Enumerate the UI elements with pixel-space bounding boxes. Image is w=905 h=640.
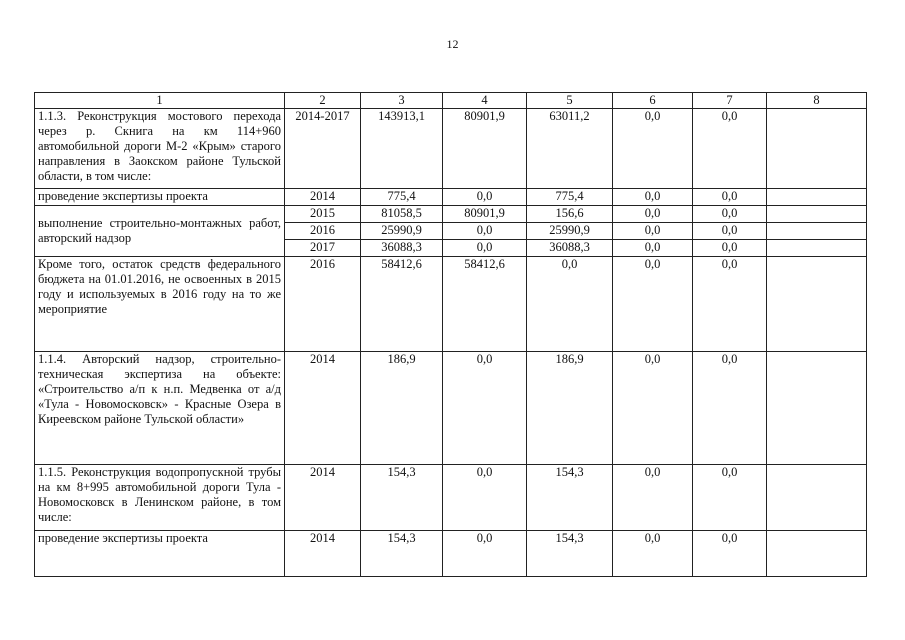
table-row [35, 352, 867, 465]
value-cell: 0,0 [693, 223, 767, 240]
value-cell: 0,0 [613, 189, 693, 206]
value-cell: 0,0 [613, 531, 693, 577]
row-label: 1.1.5. Реконструкция водопропускной трубы на км 8+995 автомобильной дороги Тула - Новомосковск в Ленинском районе, в том числе: [35, 465, 285, 531]
value-cell: 0,0 [693, 189, 767, 206]
year-cell: 2016 [285, 223, 361, 240]
value-cell: 156,6 [527, 206, 613, 223]
column-header: 5 [527, 93, 613, 109]
value-cell: 0,0 [613, 109, 693, 189]
value-cell: 0,0 [443, 531, 527, 577]
value-cell: 186,9 [361, 352, 443, 465]
table-row [35, 206, 867, 223]
column-header: 3 [361, 93, 443, 109]
year-cell: 2014-2017 [285, 109, 361, 189]
value-cell: 36088,3 [527, 240, 613, 257]
value-cell: 0,0 [693, 531, 767, 577]
value-cell: 0,0 [693, 352, 767, 465]
value-cell: 775,4 [527, 189, 613, 206]
value-cell [767, 531, 867, 577]
value-cell: 0,0 [613, 465, 693, 531]
value-cell: 0,0 [613, 223, 693, 240]
value-cell: 36088,3 [361, 240, 443, 257]
table-row [35, 465, 867, 531]
value-cell [767, 223, 867, 240]
value-cell: 0,0 [613, 206, 693, 223]
value-cell: 143913,1 [361, 109, 443, 189]
value-cell: 80901,9 [443, 109, 527, 189]
value-cell: 25990,9 [361, 223, 443, 240]
table-row [35, 109, 867, 189]
value-cell: 0,0 [613, 257, 693, 352]
value-cell: 775,4 [361, 189, 443, 206]
page-number: 12 [446, 37, 459, 51]
value-cell: 0,0 [443, 189, 527, 206]
column-header: 6 [613, 93, 693, 109]
value-cell: 80901,9 [443, 206, 527, 223]
year-cell: 2015 [285, 206, 361, 223]
value-cell: 0,0 [693, 257, 767, 352]
value-cell: 186,9 [527, 352, 613, 465]
value-cell: 0,0 [527, 257, 613, 352]
value-cell: 0,0 [693, 109, 767, 189]
value-cell: 0,0 [443, 465, 527, 531]
value-cell: 0,0 [693, 240, 767, 257]
table-row [35, 257, 867, 352]
value-cell [767, 465, 867, 531]
year-cell: 2014 [285, 465, 361, 531]
value-cell: 0,0 [613, 240, 693, 257]
value-cell: 58412,6 [361, 257, 443, 352]
value-cell [767, 240, 867, 257]
table-header-row [35, 93, 867, 109]
value-cell: 0,0 [693, 206, 767, 223]
value-cell [767, 352, 867, 465]
value-cell [767, 257, 867, 352]
year-cell: 2014 [285, 531, 361, 577]
value-cell [767, 189, 867, 206]
value-cell: 154,3 [527, 531, 613, 577]
value-cell: 0,0 [443, 240, 527, 257]
value-cell: 58412,6 [443, 257, 527, 352]
row-label: 1.1.3. Реконструкция мостового перехода через р. Скнига на км 114+960 автомобильной дороги М-2 «Крым» старого направления в Заокском районе Тульской области, в том числе: [35, 109, 285, 189]
value-cell: 154,3 [527, 465, 613, 531]
table-row [35, 531, 867, 577]
table-row [35, 189, 867, 206]
column-header: 8 [767, 93, 867, 109]
value-cell: 154,3 [361, 465, 443, 531]
value-cell: 0,0 [443, 223, 527, 240]
row-label: проведение экспертизы проекта [35, 189, 285, 206]
value-cell: 0,0 [693, 465, 767, 531]
column-header: 1 [35, 93, 285, 109]
value-cell: 154,3 [361, 531, 443, 577]
row-label: 1.1.4. Авторский надзор, строительно-техническая экспертиза на объекте: «Строительство а/п к н.п. Медвенка от а/д «Тула - Новомосковск» - Красные Озера в Киреевском районе Тульской области» [35, 352, 285, 465]
row-label: проведение экспертизы проекта [35, 531, 285, 577]
value-cell: 25990,9 [527, 223, 613, 240]
year-cell: 2014 [285, 189, 361, 206]
year-cell: 2017 [285, 240, 361, 257]
row-label: Кроме того, остаток средств федерального бюджета на 01.01.2016, не освоенных в 2015 году и используемых в 2016 году на то же мероприятие [35, 257, 285, 352]
year-cell: 2016 [285, 257, 361, 352]
value-cell: 0,0 [613, 352, 693, 465]
budget-table [34, 92, 867, 577]
value-cell [767, 206, 867, 223]
column-header: 4 [443, 93, 527, 109]
column-header: 2 [285, 93, 361, 109]
row-label: выполнение строительно-монтажных работ, авторский надзор [35, 206, 285, 257]
year-cell: 2014 [285, 352, 361, 465]
value-cell: 81058,5 [361, 206, 443, 223]
column-header: 7 [693, 93, 767, 109]
value-cell [767, 109, 867, 189]
value-cell: 63011,2 [527, 109, 613, 189]
value-cell: 0,0 [443, 352, 527, 465]
